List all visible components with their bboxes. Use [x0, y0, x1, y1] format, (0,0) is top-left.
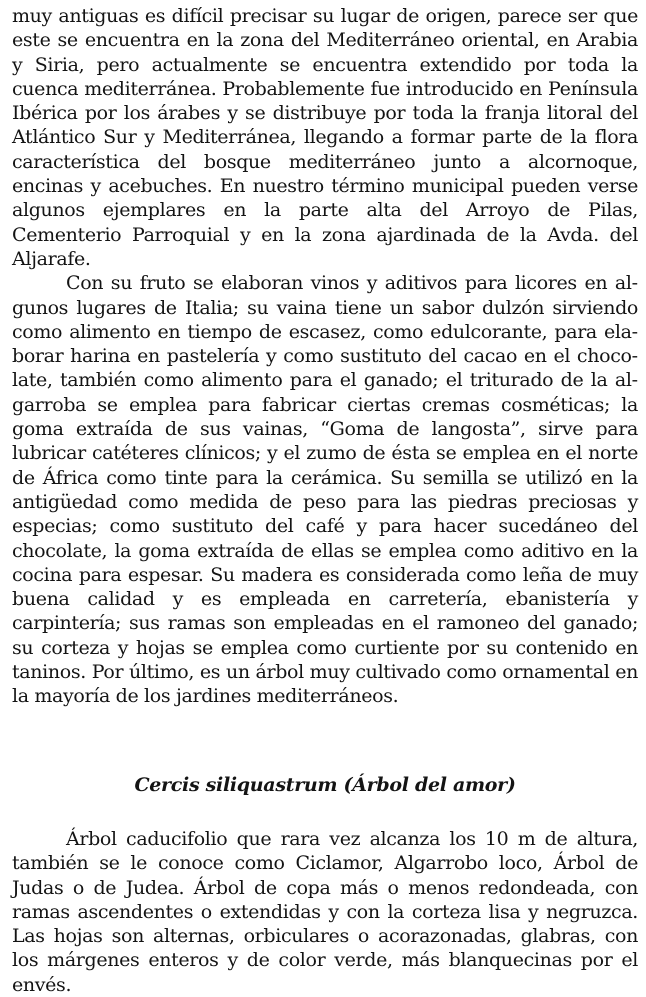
paragraph-cercis-description: Árbol caducifolio que rara vez alcanza los 10 m de altura, también se le conoce como Ciclamor, Algarrobo loco, Árbol de Judas o de Judea. Árbol de copa más o menos redondeada, con ramas ascendentes o extendidas y con la corteza lisa y negruzca. Las hojas son alternas, orbiculares o acorazonadas, glabras, con los márgenes enteros y de color verde, más blanquecinas por el envés.	[12, 827, 638, 996]
section-title: Cercis siliquastrum (Árbol del amor)	[134, 773, 516, 796]
paragraph-uses: Con su fruto se elaboran vinos y aditivos para licores en algunos lugares de Italia; su vaina tiene un sabor dulzón sirviendo como alimento en tiempo de escasez, como edulcorante, para elaborar harina en pastelería y como sustituto del cacao en el chocolate, también como alimento para el ganado; el triturado de la algarroba se emplea para fabricar ciertas cremas cosméticas; la goma extraída de sus vainas, “Goma de langosta”, sirve para lubricar catéteres clínicos; y el zumo de ésta se emplea en el norte de África como tinte para la cerámica. Su semilla se utilizó en la antigüedad como medida de peso para las piedras preciosas y especias; como sustituto del café y para hacer sucedáneo del chocolate, la goma extraída de ellas se emplea como aditivo en la cocina para espesar. Su madera es considerada como leña de muy buena calidad y es empleada en carretería, ebanistería y carpintería; sus ramas son empleadas en el ramoneo del ganado; su corteza y hojas se emplea como curtiente por su contenido en taninos. Por último, es un árbol muy cultivado como ornamental en la mayoría de los jardines mediterráneos.	[12, 272, 638, 708]
document-page	[12, 0, 638, 997]
paragraph-origin: muy antiguas es difícil precisar su lugar de origen, parece ser que este se encuentra en la zona del Mediterráneo oriental, en Arabia y Siria, pero actualmente se encuentra extendido por toda la cuenca mediterránea. Probablemente fue introducido en Península Ibérica por los árabes y se distribuye por toda la franja litoral del Atlántico Sur y Mediterránea, llegando a formar parte de la flora característica del bosque mediterráneo junto a alcornoque, encinas y acebuches. En nuestro término municipal pueden verse algunos ejemplares en la parte alta del Arroyo de Pilas, Cementerio Parroquial y en la zona ajardinada de la Avda. del Aljarafe.	[12, 5, 638, 270]
